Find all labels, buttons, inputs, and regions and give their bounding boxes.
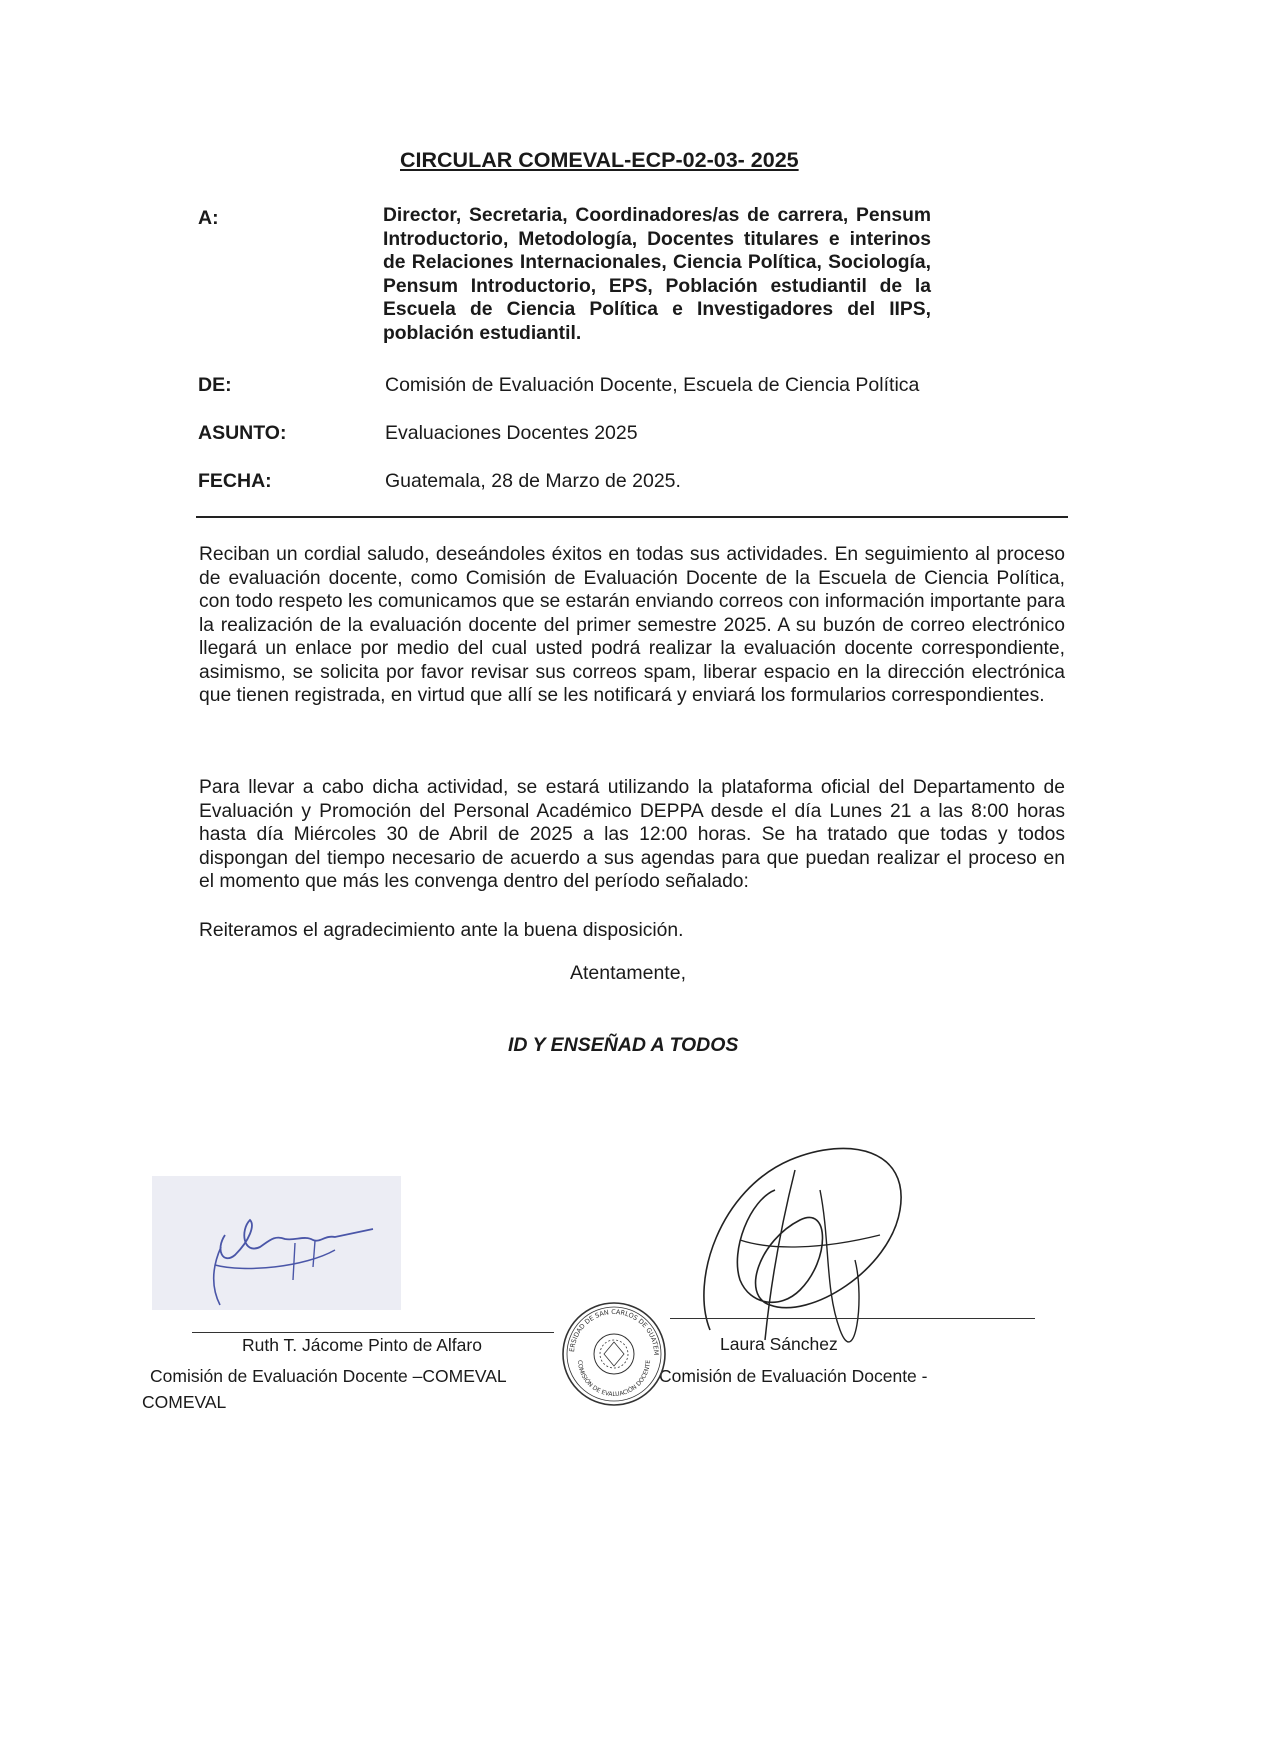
left-signer-role-cont: COMEVAL [142,1392,227,1412]
left-signature-line [192,1332,554,1333]
body-paragraph-2: Para llevar a cabo dicha actividad, se estará utilizando la plataforma oficial del Departamento de Evaluación y Promoción del Personal Académico DEPPA desde el día Lunes 21 a las 8:00 horas hasta día Miércoles 30 de Abril de 2025 a las 12:00 horas. Se ha tratado que todas y todos dispongan del tiempo necesario de acuerdo a sus agendas para que puedan realizar el proceso en el momento que más les convenga dentro del período señalado: [199,777,1065,892]
seal-outer-text: UNIVERSIDAD DE SAN CARLOS DE GUATEMALA [557,1294,661,1356]
closing-text: Atentamente, [570,962,686,984]
header-divider [196,516,1068,518]
university-motto: ID Y ENSEÑAD A TODOS [508,1034,739,1056]
date-label: FECHA: [198,470,272,492]
subject-label: ASUNTO: [198,422,287,444]
commission-seal [557,1294,668,1408]
subject-value: Evaluaciones Docentes 2025 [385,422,638,444]
left-signer-role: Comisión de Evaluación Docente –COMEVAL [150,1366,507,1386]
date-value: Guatemala, 28 de Marzo de 2025. [385,470,681,492]
from-value: Comisión de Evaluación Docente, Escuela de Ciencia Política [385,374,920,396]
left-signature-mark [195,1195,395,1315]
body-paragraph-3: Reiteramos el agradecimiento ante la buena disposición. [199,920,684,941]
right-signature-line [670,1318,1035,1319]
from-label: DE: [198,374,232,396]
to-label: A: [198,207,219,229]
seal-bottom-text: COMISIÓN DE EVALUACIÓN DOCENTE [575,1359,653,1399]
to-recipients: Director, Secretaria, Coordinadores/as de carrera, Pensum Introductorio, Metodología, Docentes titulares e interinos de Relaciones Internacionales, Ciencia Política, Sociología, Pensum Introductorio, EPS, Población estudiantil de la Escuela de Ciencia Política e Investigadores del IIPS, población estudiantil. [383,205,931,344]
right-signer-name: Laura Sánchez [720,1334,838,1354]
right-signer-role: Comisión de Evaluación Docente - [659,1366,928,1386]
left-signer-name: Ruth T. Jácome Pinto de Alfaro [242,1335,482,1355]
circular-title: CIRCULAR COMEVAL-ECP-02-03- 2025 [400,148,799,172]
body-paragraph-1: Reciban un cordial saludo, deseándoles éxitos en todas sus actividades. En seguimiento al proceso de evaluación docente, como Comisión de Evaluación Docente de la Escuela de Ciencia Política, con todo respeto les comunicamos que se estarán enviando correos con información importante para la realización de la evaluación docente del primer semestre 2025. A su buzón de correo electrónico llegará un enlace por medio del cual usted podrá realizar la evaluación docente correspondiente, asimismo, se solicita por favor revisar sus correos spam, liberar espacio en la dirección electrónica que tienen registrada, en virtud que allí se les notificará y enviará los formularios correspondientes. [199,544,1065,706]
